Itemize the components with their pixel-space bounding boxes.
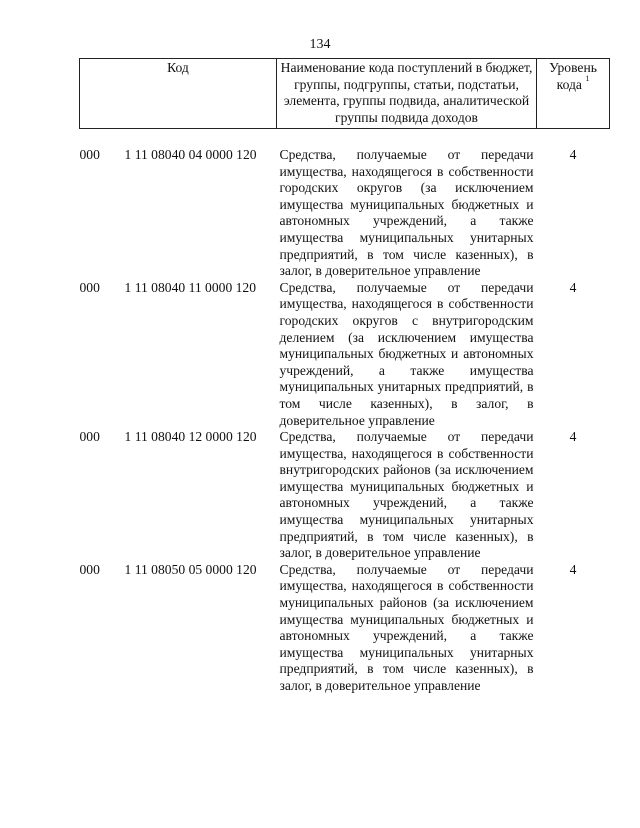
spacer-cell — [277, 129, 537, 148]
name-cell: Средства, получаемые от передачи имущества, находящегося в собственности муниципальных районов (за исключением имущества муниципальных бюджетных и автономных учреждений, а также имущества муниципальных унитарных предприятий, в том числе казенных), в залог, в доверительное управление — [279, 561, 534, 693]
revenue-code: 1 11 08040 11 0000 120 — [124, 279, 257, 295]
header-level — [537, 59, 610, 129]
level-cell: 4 — [569, 147, 577, 162]
code-cell — [80, 147, 277, 280]
code-cell — [80, 280, 277, 429]
table-spacer-row — [80, 129, 610, 148]
code-cell — [80, 562, 277, 695]
name-cell: Средства, получаемые от передачи имущества, находящегося в собственности городских округов (за исключением имущества муниципальных бюджетных и автономных учреждений, а также имущества муниципальных унитарных предприятий, в том числе казенных), в залог, в доверительное управление — [279, 147, 534, 279]
table-header-row — [80, 59, 610, 129]
table-body — [80, 129, 610, 695]
spacer-cell — [537, 129, 610, 148]
code-cell — [80, 429, 277, 562]
table-row — [80, 280, 610, 429]
header-name: Наименование кода поступлений в бюджет, группы, подгруппы, статьи, подстатьи, элемента, группы подвида, аналитической группы подвида доходов — [277, 59, 537, 129]
level-cell: 4 — [569, 561, 577, 577]
table-header — [80, 59, 610, 129]
revenue-code: 1 11 08040 04 0000 120 — [124, 147, 257, 162]
footnote-marker: 1 — [585, 74, 590, 84]
table-row — [80, 147, 610, 280]
revenue-codes-table — [79, 58, 610, 695]
level-cell: 4 — [569, 279, 577, 295]
table-row — [80, 562, 610, 695]
header-level-label: Уровень кода — [549, 60, 597, 92]
revenue-code: 1 11 08040 12 0000 120 — [124, 429, 257, 445]
code-prefix: 000 — [79, 147, 100, 162]
page-number: 134 — [309, 37, 331, 52]
name-cell: Средства, получаемые от передачи имущества, находящегося в собственности городских округов с внутригородским делением (за исключением имущества муниципальных бюджетных и автономных учреждений, а также имущества муниципальных унитарных предприятий, в том числе казенных), в залог, в доверительное управление — [279, 279, 534, 428]
revenue-code: 1 11 08050 05 0000 120 — [124, 561, 257, 577]
header-code: Код — [80, 59, 277, 129]
code-prefix: 000 — [79, 279, 100, 295]
spacer-cell — [80, 129, 277, 148]
table-row — [80, 429, 610, 562]
code-prefix: 000 — [79, 561, 100, 577]
name-cell: Средства, получаемые от передачи имущества, находящегося в собственности внутригородских районов (за исключением имущества муниципальных бюджетных и автономных учреждений, а также имущества муниципальных унитарных предприятий, в том числе казенных), в залог, в доверительное управление — [279, 429, 534, 561]
level-cell: 4 — [569, 429, 577, 445]
code-prefix: 000 — [79, 429, 100, 445]
